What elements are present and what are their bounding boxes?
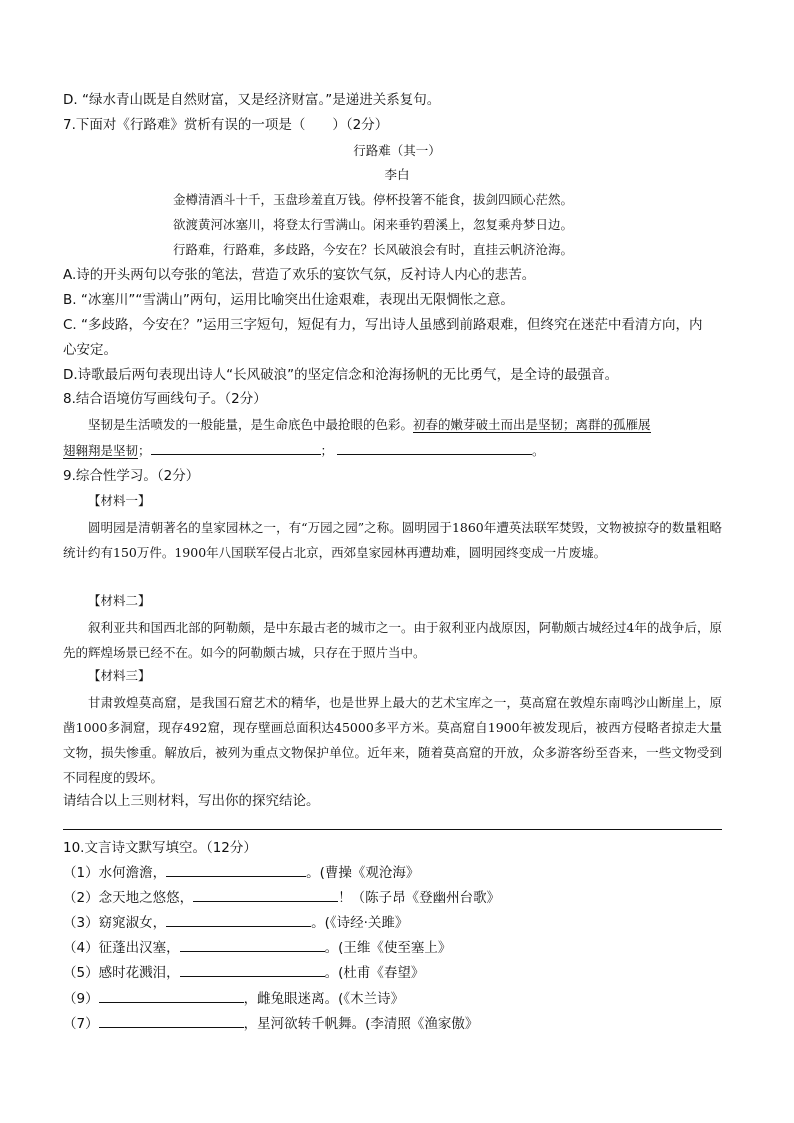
poem-line: 欲渡黄河冰塞川，将登太行雪满山。闲来垂钓碧溪上，忽复乘舟梦日边。: [173, 217, 574, 232]
item-number: （3）: [63, 915, 99, 931]
item-prompt: 感时花溅泪，: [98, 965, 180, 981]
q7-option-d: D.诗歌最后两句表现出诗人“长风破浪”的坚定信念和沧海扬帆的无比勇气，是全诗的最强音。: [63, 367, 619, 383]
material-3-title: 【材料三】: [88, 668, 151, 683]
answer-blank[interactable]: [166, 912, 311, 927]
poem-author: 李白: [384, 167, 410, 182]
item-number: （9）: [63, 991, 99, 1007]
q10-stem: 10.文言诗文默写填空。（12分）: [63, 840, 257, 856]
q8-end: 。: [532, 443, 545, 458]
recite-item: [63, 887, 500, 908]
q7-option-b: B. “冰塞川”“雪满山”两句，运用比喻突出仕途艰难，表现出无限惆怅之意。: [63, 292, 514, 308]
item-source: ，星河欲转千帆舞。(李清照《渔家傲》: [243, 1016, 479, 1032]
q9-answer-line[interactable]: [63, 829, 722, 830]
material-2-title: 【材料二】: [88, 593, 151, 608]
item-source: ！（陈子昂《登幽州台歌》: [338, 890, 501, 906]
item-source: 。(曹操《观沧海》: [306, 865, 420, 881]
item-number: （2）: [63, 890, 99, 906]
q7-option-c-cont: 心安定。: [63, 342, 117, 358]
q6-option-d: D. “绿水青山既是自然财富，又是经济财富。”是递进关系复句。: [63, 92, 441, 108]
answer-blank[interactable]: [99, 1013, 244, 1028]
q8-underlined-sentence: 初春的嫩芽破土而出是坚韧；离群的孤雁展: [413, 417, 651, 432]
recite-item: [63, 912, 408, 933]
answer-blank[interactable]: [193, 887, 338, 902]
poem-line: 金樽清酒斗十千，玉盘珍羞直万钱。停杯投箸不能食，拔剑四顾心茫然。: [173, 192, 574, 207]
item-prompt: 念天地之悠悠，: [98, 890, 194, 906]
q8-plain-text: 坚韧是生活喷发的一般能量，是生命底色中最抢眼的色彩。: [88, 417, 414, 432]
answer-blank[interactable]: [99, 988, 244, 1003]
material-1-text: 圆明园是清朝著名的皇家园林之一，有“万园之园”之称。圆明园于1860年遭英法联军焚毁，文物被掠夺的数量粗略统计约有150万件。1900年八国联军侵占北京，西郊皇家园林再遭劫难，圆明园终变成一片废墟。: [63, 520, 722, 560]
q8-stem: 8.结合语境仿写画线句子。（2分）: [63, 391, 267, 407]
q7-stem: 7.下面对《行路难》赏析有误的一项是（ ）（2分）: [63, 117, 389, 133]
item-number: （4）: [63, 940, 99, 956]
q8-separator: ；: [320, 443, 334, 458]
recite-item: [63, 962, 424, 983]
recite-item: [63, 937, 451, 958]
item-prompt: 征蓬出汉塞，: [98, 940, 180, 956]
recite-item: [63, 988, 404, 1009]
q8-answer-blank-2[interactable]: [337, 440, 532, 455]
material-3-text: 甘肃敦煌莫高窟，是我国石窟艺术的精华，也是世界上最大的艺术宝库之一，莫高窟在敦煌东南鸣沙山断崖上，原凿1000多洞窟，现存492窟，现存壁画总面积达45000多平方米。莫高窟自1900年被发现后，被西方侵略者掠走大量文物，损失惨重。解放后，被列为重点文物保护单位。近年来，随着莫高窟的开放，众多游客纷至沓来，一些文物受到不同程度的毁坏。: [63, 695, 722, 785]
item-number: （1）: [63, 865, 99, 881]
q7-option-a: A.诗的开头两句以夸张的笔法，营造了欢乐的宴饮气氛，反衬诗人内心的悲苦。: [63, 267, 536, 283]
q8-answer-line: [63, 440, 545, 461]
answer-blank[interactable]: [180, 962, 325, 977]
material-1-title: 【材料一】: [88, 493, 151, 508]
q8-underlined-sentence-cont: 翅翱翔是坚韧: [63, 443, 139, 458]
poem-title: 行路难（其一）: [353, 143, 441, 158]
item-prompt: 水何澹澹，: [98, 865, 167, 881]
item-source: 。(王维《使至塞上》: [324, 940, 452, 956]
material-2-text: 叙利亚共和国西北部的阿勒颇，是中东最古老的城市之一。由于叙利亚内战原因，阿勒颇古城经过4年的战争后，原先的辉煌场景已经不在。如今的阿勒颇古城，只存在于照片当中。: [63, 620, 722, 660]
recite-item: [63, 862, 419, 883]
item-source: 。(《诗经·关雎》: [311, 915, 409, 931]
q7-option-c: C. “多歧路，今安在？”运用三字短句，短促有力，写出诗人虽感到前路艰难，但终究在迷茫中看清方向，内: [63, 317, 703, 333]
recite-item: [63, 1013, 478, 1034]
item-prompt: 窈窕淑女，: [98, 915, 167, 931]
answer-blank[interactable]: [166, 862, 306, 877]
item-source: ，雌兔眼迷离。(《木兰诗》: [243, 991, 405, 1007]
q8-context-line: [88, 415, 651, 435]
item-number: （7）: [63, 1016, 99, 1032]
item-source: 。(杜甫《春望》: [324, 965, 425, 981]
answer-blank[interactable]: [180, 937, 325, 952]
poem-line: 行路难，行路难，多歧路，今安在？长风破浪会有时，直挂云帆济沧海。: [173, 242, 574, 257]
q8-answer-blank-1[interactable]: [151, 440, 321, 455]
item-number: （5）: [63, 965, 99, 981]
q9-prompt: 请结合以上三则材料，写出你的探究结论。: [63, 793, 320, 809]
q8-semicolon: ；: [138, 443, 151, 458]
q9-stem: 9.综合性学习。（2分）: [63, 468, 200, 484]
